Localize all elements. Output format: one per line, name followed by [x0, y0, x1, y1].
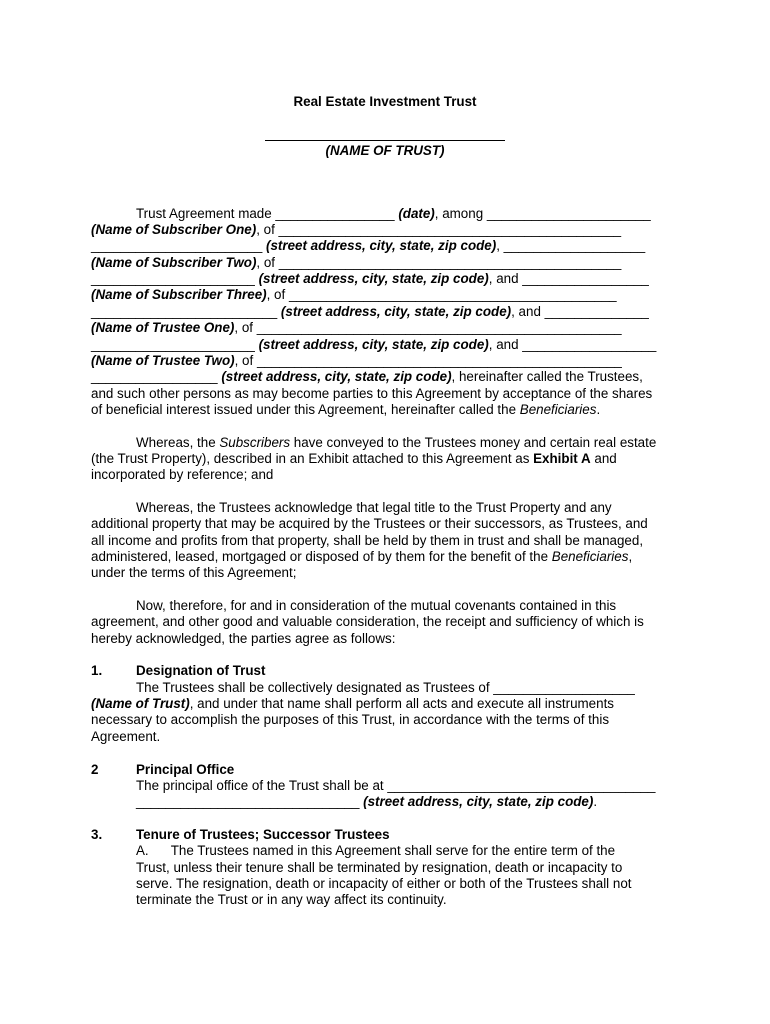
para1-line-2: (Name of Subscriber One), of ______________________________________________ [91, 222, 622, 237]
section-1-line-1: The Trustees shall be collectively designated as Trustees of ___________________ [136, 680, 635, 695]
para1-line-8: (Name of Trustee One), of _________________________________________________ [91, 320, 622, 335]
para3-line-1: Whereas, the Trustees acknowledge that legal title to the Trust Property and any [136, 500, 612, 515]
para1-line-12: and such other persons as may become parties to this Agreement by acceptance of the shares [91, 386, 653, 401]
para1-line-3: _______________________ (street address, city, state, zip code), ___________________ [91, 238, 646, 253]
section-1-line-4: Agreement. [91, 729, 161, 744]
para2-line-2: (the Trust Property), described in an Exhibit attached to this Agreement as Exhibit A and [91, 451, 617, 466]
para3-line-5: under the terms of this Agreement; [91, 565, 297, 580]
para1-line-10: (Name of Trustee Two), of _________________________________________________ [91, 353, 622, 368]
document-title: Real Estate Investment Trust [293, 94, 477, 109]
section-1-line-3: necessary to accomplish the purposes of this Trust, in accordance with the terms of this [91, 712, 610, 727]
section-3-line-1: A. The Trustees named in this Agreement shall serve for the entire term of the [136, 843, 616, 858]
para3-line-3: all income and profits from that property, shall be held by them in trust and shall be managed, [91, 533, 644, 548]
section-3-number: 3. [91, 827, 103, 842]
section-3-line-2: Trust, unless their tenure shall be terminated by resignation, death or incapacity to [136, 860, 623, 875]
para2-line-3: incorporated by reference; and [91, 467, 274, 482]
section-2-number: 2 [91, 762, 99, 777]
para4-line-2: agreement, and other good and valuable consideration, the receipt and sufficiency of which is [91, 614, 644, 629]
para1-line-4: (Name of Subscriber Two), of ______________________________________________ [91, 255, 622, 270]
para3-line-4: administered, leased, mortgaged or disposed of by them for the benefit of the Beneficiaries, [91, 549, 633, 564]
para1-line-6: (Name of Subscriber Three), of ____________________________________________ [91, 287, 617, 302]
section-1-number: 1. [91, 663, 103, 678]
para1-line-13: of beneficial interest issued under this Agreement, hereinafter called the Beneficiaries. [91, 402, 601, 417]
section-3-line-4: terminate the Trust or in any way affect its continuity. [136, 892, 447, 907]
para2-line-1: Whereas, the Subscribers have conveyed to the Trustees money and certain real estate [136, 435, 657, 450]
para1-line-1: Trust Agreement made ________________ (date), among ______________________ [136, 206, 651, 221]
para1-line-11: _________________ (street address, city, state, zip code), hereinafter called the Trustees, [91, 369, 643, 384]
section-1-line-2: (Name of Trust), and under that name shall perform all acts and execute all instruments [91, 696, 614, 711]
section-2-line-2: ______________________________ (street address, city, state, zip code). [136, 794, 598, 809]
para1-line-9: ______________________ (street address, city, state, zip code), and __________________ [91, 337, 657, 352]
para1-line-5: ______________________ (street address, city, state, zip code), and _________________ [91, 271, 649, 286]
para4-line-1: Now, therefore, for and in consideration of the mutual covenants contained in this [136, 598, 617, 613]
section-2-line-1: The principal office of the Trust shall be at ____________________________________ [136, 778, 656, 793]
section-3-title: Tenure of Trustees; Successor Trustees [136, 827, 390, 842]
trust-name-label: (NAME OF TRUST) [325, 143, 445, 158]
para3-line-2: additional property that may be acquired by the Trustees or their successors, as Trustees, and [91, 516, 648, 531]
para4-line-3: hereby acknowledged, the parties agree as follows: [91, 631, 396, 646]
section-2-title: Principal Office [136, 762, 235, 777]
section-1-title: Designation of Trust [136, 663, 266, 678]
trust-name-blank [265, 126, 505, 141]
section-3-line-3: serve. The resignation, death or incapacity of either or both of the Trustees shall not [136, 876, 632, 891]
para1-line-7: _________________________ (street address, city, state, zip code), and ______________ [91, 304, 649, 319]
